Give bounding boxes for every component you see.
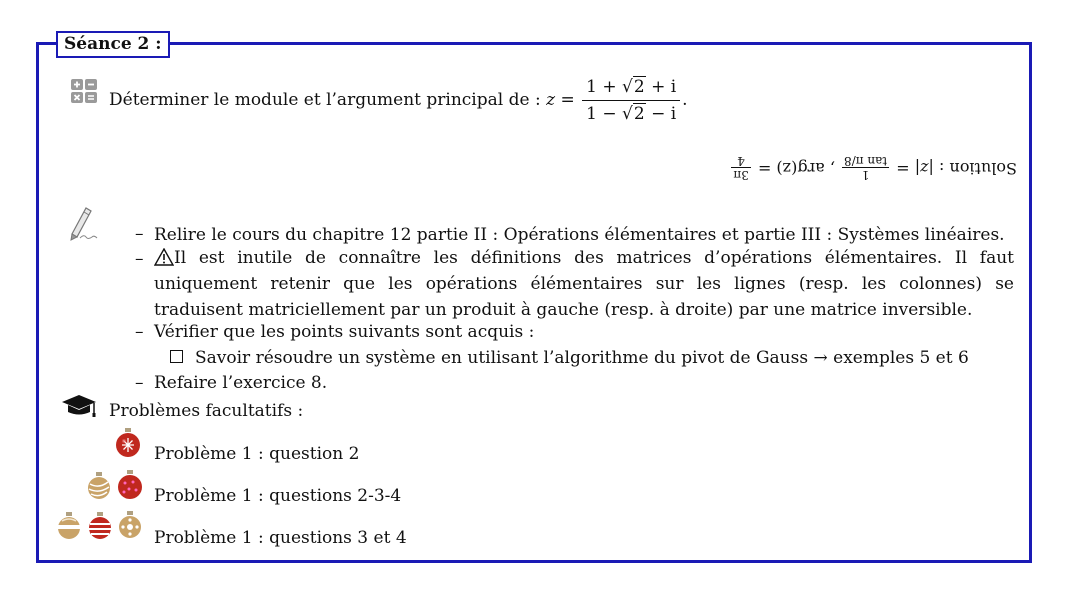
session-title: Séance 2 : xyxy=(56,31,170,58)
problems-title: Problèmes facultatifs : xyxy=(109,401,304,421)
revision-item-3: Vérifier que les points suivants sont acquis : xyxy=(154,322,535,342)
math-equals: = xyxy=(560,90,575,110)
list-dash-1: – xyxy=(135,224,144,244)
list-dash-4: – xyxy=(135,373,144,393)
fraction-numerator: 1 + √2 + i xyxy=(582,76,680,101)
revision-item-2-text: Il est inutile de connaître les définitions des matrices d’opérations élémentaires. Il faut uniquement retenir que les opérations élémentaires sur les lignes (resp. les colonnes) se traduisent matriciellement par un produit à gauche (resp. à droite) par une matrice inversible. xyxy=(154,248,1014,320)
problem-1: Problème 1 : question 2 xyxy=(154,444,360,464)
fraction-denominator: 1 − √2 − i xyxy=(586,104,677,124)
checkbox-empty xyxy=(170,350,183,363)
math-period: . xyxy=(682,90,688,110)
problem-2: Problème 1 : questions 2-3-4 xyxy=(154,486,402,506)
revision-item-1: Relire le cours du chapitre 12 partie II : Opérations élémentaires et partie III : Systèmes linéaires. xyxy=(154,225,1005,245)
revision-item-2 xyxy=(154,245,1014,323)
list-dash-2: – xyxy=(135,249,144,269)
solution-modulus: |z| = xyxy=(896,159,934,178)
revision-subitem: Savoir résoudre un système en utilisant l’algorithme du pivot de Gauss → exemples 5 et 6 xyxy=(170,346,969,370)
christmas-ball-icon xyxy=(114,428,142,458)
pencil-icon xyxy=(66,204,102,242)
solution-label: Solution : xyxy=(939,159,1017,178)
solution-arg-fraction: 3π 4 xyxy=(733,154,749,182)
exercise-text: Déterminer le module et l’argument principal de : xyxy=(109,90,541,110)
warning-icon xyxy=(154,248,174,266)
christmas-ball-icon xyxy=(56,512,82,540)
calculator-icon xyxy=(70,78,98,104)
christmas-ball-icon xyxy=(86,472,112,500)
solution-modulus-fraction: 1 tan π/8 xyxy=(844,154,888,182)
graduation-cap-icon xyxy=(60,392,100,418)
christmas-ball-icon xyxy=(117,511,143,539)
problem-3: Problème 1 : questions 3 et 4 xyxy=(154,528,407,548)
solution-arg: , arg(z) = xyxy=(757,159,835,178)
exercise-statement xyxy=(109,76,688,125)
christmas-ball-icon xyxy=(87,512,113,540)
math-fraction xyxy=(582,76,680,125)
revision-item-4: Refaire l’exercice 8. xyxy=(154,373,328,393)
solution-upside-down xyxy=(732,150,1017,186)
christmas-ball-icon xyxy=(116,470,144,500)
list-dash-3: – xyxy=(135,322,144,342)
math-z: z xyxy=(546,90,556,110)
